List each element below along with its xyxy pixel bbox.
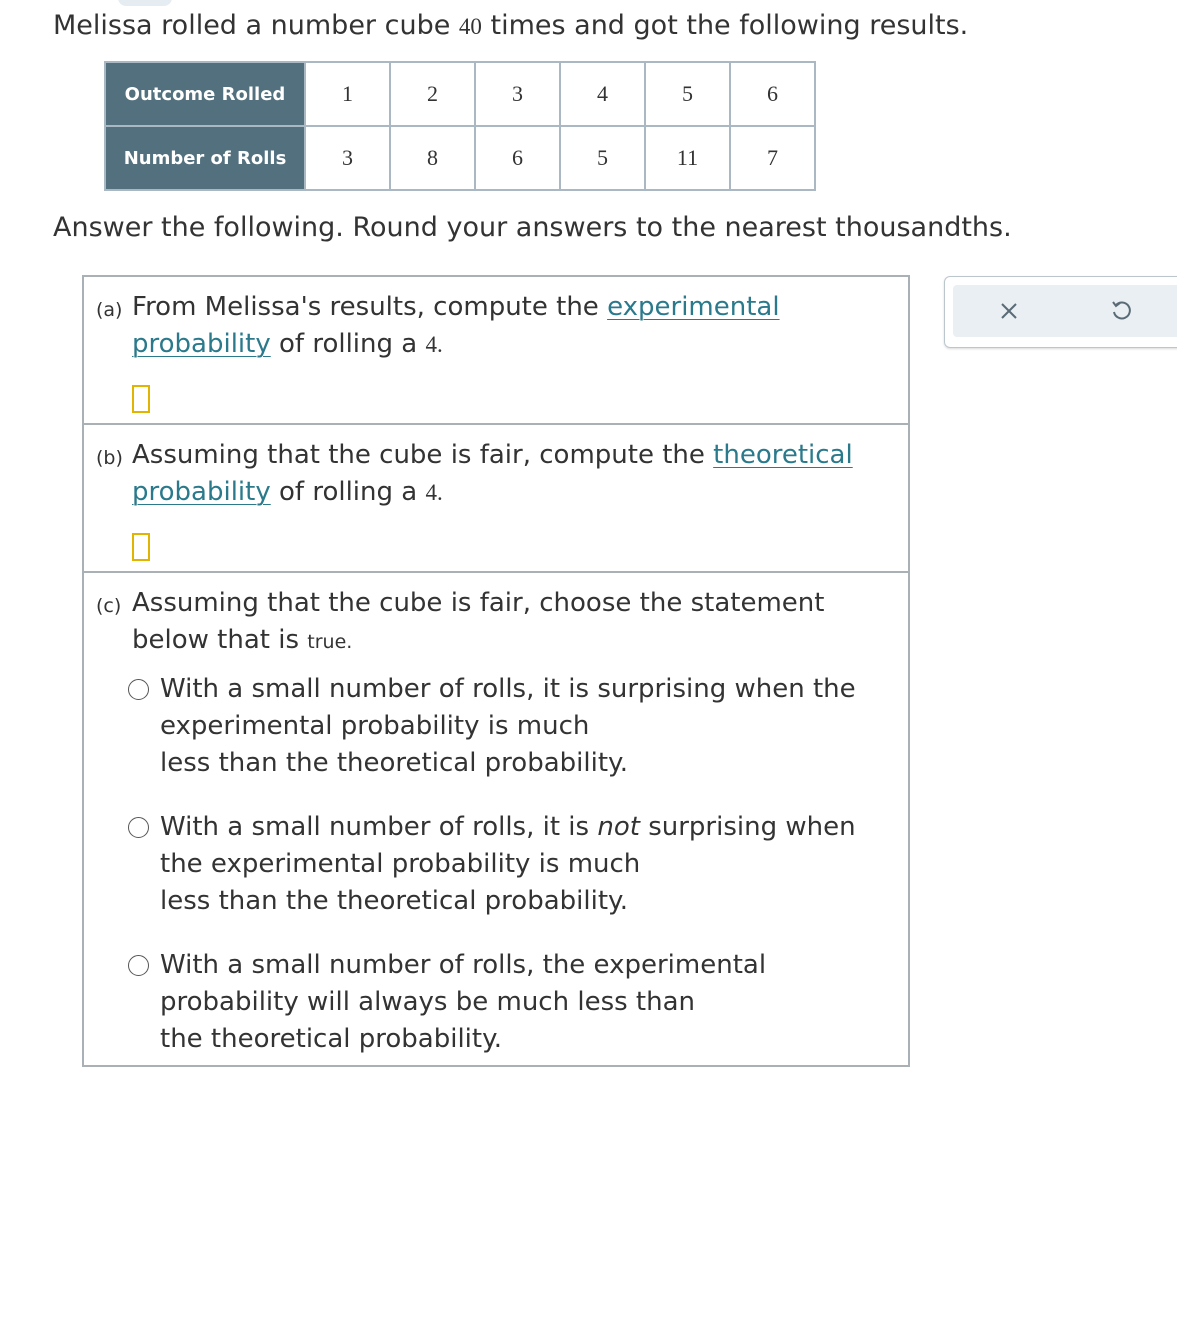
theoretical-probability-link[interactable]: theoretical probability	[132, 440, 853, 507]
radio-button[interactable]	[128, 817, 149, 838]
table-cell: 2	[390, 62, 475, 126]
radio-button[interactable]	[128, 955, 149, 976]
part-a-label: (a)	[96, 299, 123, 321]
answer-toolbar	[944, 276, 1177, 348]
row-header-outcome: Outcome Rolled	[105, 62, 305, 126]
part-c-question: Assuming that the cube is fair, choose the statement below that is true.	[132, 588, 825, 655]
radio-button[interactable]	[128, 679, 149, 700]
part-c	[84, 573, 908, 1067]
part-b-answer-input[interactable]	[132, 533, 150, 561]
table-cell: 1	[305, 62, 390, 126]
experimental-probability-link[interactable]: experimental probability	[132, 292, 780, 359]
table-row	[105, 62, 815, 126]
table-row	[105, 126, 815, 190]
table-cell: 11	[645, 126, 730, 190]
undo-button[interactable]	[1101, 295, 1141, 327]
close-icon	[999, 301, 1019, 321]
option-text: With a small number of rolls, the experimental probability will always be much less than the theoretical probability.	[160, 950, 767, 1054]
question-box	[82, 275, 910, 1067]
part-c-label: (c)	[96, 595, 122, 617]
table-cell: 3	[305, 126, 390, 190]
table-cell: 8	[390, 126, 475, 190]
row-header-rolls: Number of Rolls	[105, 126, 305, 190]
toolbar-inner	[953, 285, 1177, 337]
table-cell: 4	[560, 62, 645, 126]
table-cell: 7	[730, 126, 815, 190]
part-b	[84, 425, 908, 573]
part-b-label: (b)	[96, 447, 123, 469]
table-cell: 6	[475, 126, 560, 190]
instruction-text: Answer the following. Round your answers to the nearest thousandths.	[53, 212, 1012, 243]
table-cell: 5	[645, 62, 730, 126]
part-a	[84, 277, 908, 425]
option-text: With a small number of rolls, it is not surprising when the experimental probability is much less than the theoretical probability.	[160, 812, 856, 916]
undo-icon	[1109, 299, 1133, 323]
part-a-question: From Melissa's results, compute the experimental probability of rolling a 4.	[132, 292, 780, 359]
clear-button[interactable]	[989, 295, 1029, 327]
results-table	[104, 61, 816, 191]
problem-intro: Melissa rolled a number cube 40 times and got the following results.	[53, 10, 969, 41]
option-text: With a small number of rolls, it is surprising when the experimental probability is much less than the theoretical probability.	[160, 674, 856, 778]
part-a-answer-input[interactable]	[132, 385, 150, 413]
table-cell: 3	[475, 62, 560, 126]
part-b-question: Assuming that the cube is fair, compute the theoretical probability of rolling a 4.	[132, 440, 853, 507]
table-cell: 5	[560, 126, 645, 190]
table-cell: 6	[730, 62, 815, 126]
